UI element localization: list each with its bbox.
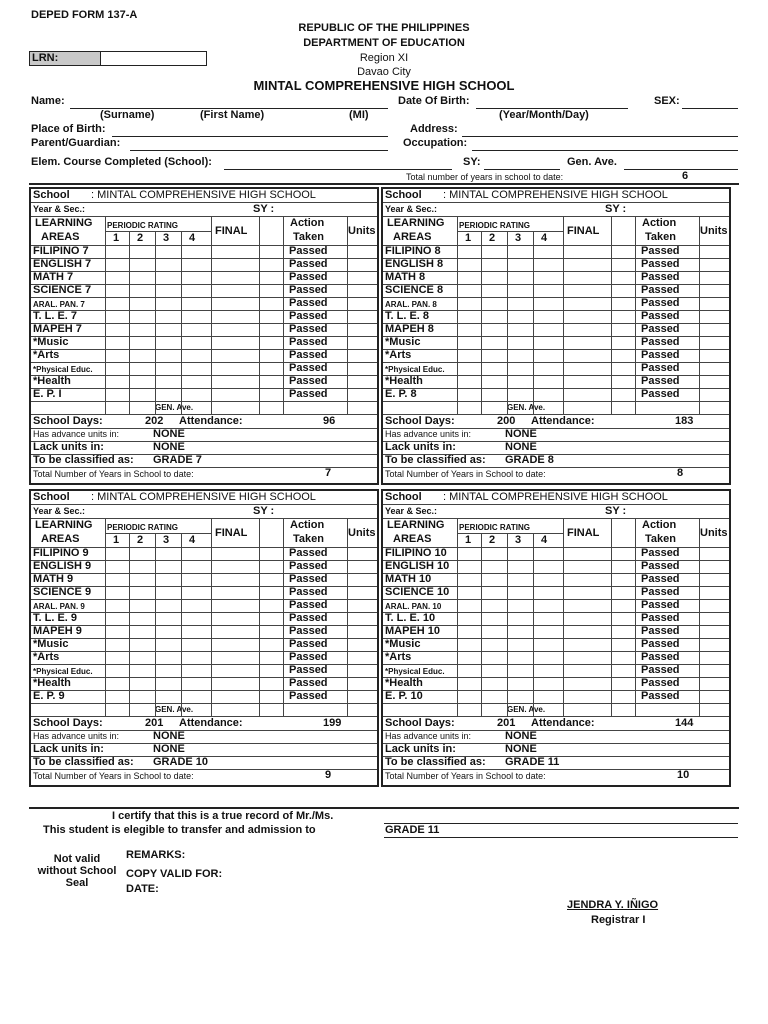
classified-value: GRADE 7 — [153, 454, 202, 466]
subject-name: ENGLISH 9 — [33, 560, 92, 572]
grid-col-line — [105, 216, 106, 414]
footer-divider — [29, 807, 739, 809]
action-value: Passed — [289, 297, 328, 309]
grid-col-line — [283, 518, 284, 716]
grid-col-line — [129, 533, 130, 716]
action-value: Passed — [289, 677, 328, 689]
grid-col-line — [155, 533, 156, 716]
grade-transfer: GRADE 11 — [385, 824, 440, 836]
block-sy-label: SY : — [253, 505, 275, 517]
block-school-name: : MINTAL COMPREHENSIVE HIGH SCHOOL — [91, 189, 316, 201]
not-valid-note: Not valid without School Seal — [37, 853, 117, 889]
action-value: Passed — [289, 638, 328, 650]
advance-label: Has advance units in: — [33, 429, 120, 439]
subject-name: T. L. E. 7 — [33, 310, 78, 322]
pob-label: Place of Birth: — [31, 123, 106, 135]
action-value: Passed — [289, 690, 328, 702]
grid-col-line — [347, 518, 348, 716]
subject-name: FILIPINO 9 — [33, 547, 89, 559]
grid-col-line — [699, 216, 700, 414]
lack-value: NONE — [153, 743, 185, 755]
subject-name: E. P. I — [33, 388, 62, 400]
header-q4: 4 — [189, 534, 196, 546]
header-periodic: PERIODIC RATING — [459, 523, 530, 532]
gen-ave-label: GEN. Ave. — [507, 705, 546, 714]
header-final: FINAL — [215, 225, 248, 237]
elem-label: Elem. Course Completed (School): — [31, 156, 212, 168]
grid-col-line — [533, 231, 534, 414]
copy-valid-label: COPY VALID FOR: — [126, 868, 223, 880]
header-learning: LEARNING — [387, 519, 445, 531]
action-value: Passed — [289, 664, 328, 676]
attendance-label: Attendance: — [531, 415, 595, 427]
total-years-label: Total Number of Years in School to date: — [385, 469, 546, 479]
certify-text: I certify that this is a true record of Mr./Ms. — [112, 810, 334, 822]
classified-label: To be classified as: — [385, 756, 486, 768]
subject-name: MATH 8 — [385, 271, 426, 283]
action-value: Passed — [641, 362, 680, 374]
block-school-label: School — [385, 491, 422, 503]
subject-name: MATH 10 — [385, 573, 432, 585]
header-q3: 3 — [515, 534, 522, 546]
attendance-value: 144 — [675, 717, 694, 729]
header-units: Units — [700, 225, 728, 237]
header-q3: 3 — [163, 534, 170, 546]
action-value: Passed — [289, 245, 328, 257]
advance-label: Has advance units in: — [385, 429, 472, 439]
subject-name: *Health — [33, 375, 71, 387]
subject-name: *Music — [33, 638, 69, 650]
sex-label: SEX: — [654, 95, 680, 107]
elem-sy-label: SY: — [463, 156, 481, 168]
advance-value: NONE — [505, 428, 537, 440]
republic-title: REPUBLIC OF THE PHILIPPINES — [298, 22, 470, 34]
subject-name: T. L. E. 10 — [385, 612, 436, 624]
action-value: Passed — [641, 690, 680, 702]
action-value: Passed — [641, 349, 680, 361]
action-value: Passed — [289, 271, 328, 283]
action-value: Passed — [289, 284, 328, 296]
subject-name: MAPEH 8 — [385, 323, 434, 335]
elem-line — [224, 169, 452, 170]
header-q4: 4 — [541, 232, 548, 244]
grid-col-line — [507, 231, 508, 414]
subject-name: *Arts — [33, 651, 60, 663]
occupation-label: Occupation: — [403, 137, 468, 149]
total-years-value: 9 — [325, 769, 332, 781]
grid-col-line — [481, 231, 482, 414]
subject-name: *Physical Educ. — [385, 667, 445, 676]
lack-label: Lack units in: — [33, 441, 104, 453]
grid-col-line — [563, 216, 564, 414]
subject-name: FILIPINO 7 — [33, 245, 89, 257]
name-label: Name: — [31, 95, 65, 107]
grid-col-line — [347, 216, 348, 414]
action-value: Passed — [289, 336, 328, 348]
header-q1: 1 — [113, 534, 120, 546]
header-action: Action — [290, 519, 325, 531]
mi-label: (MI) — [349, 109, 369, 121]
header-areas: AREAS — [41, 231, 80, 243]
grid-col-line — [635, 216, 636, 414]
elem-genave-line — [624, 169, 738, 170]
action-value: Passed — [641, 560, 680, 572]
block-school-name: : MINTAL COMPREHENSIVE HIGH SCHOOL — [443, 189, 668, 201]
grid-col-line — [211, 216, 212, 414]
block-school-label: School — [33, 189, 70, 201]
grid-col-line — [533, 533, 534, 716]
subject-name: ENGLISH 8 — [385, 258, 444, 270]
guardian-label: Parent/Guardian: — [31, 137, 121, 149]
advance-value: NONE — [505, 730, 537, 742]
total-years-label: Total number of years in school to date: — [406, 172, 564, 182]
action-value: Passed — [289, 323, 328, 335]
action-value: Passed — [641, 677, 680, 689]
action-value: Passed — [641, 638, 680, 650]
grade-block-1 — [29, 187, 379, 485]
action-value: Passed — [641, 388, 680, 400]
ymd-label: (Year/Month/Day) — [499, 109, 589, 121]
action-value: Passed — [289, 547, 328, 559]
school-days-label: School Days: — [385, 717, 455, 729]
school-days-value: 202 — [145, 415, 164, 427]
grid-line — [383, 703, 729, 704]
subject-name: *Physical Educ. — [33, 667, 93, 676]
action-value: Passed — [641, 599, 680, 611]
grid-col-line — [259, 518, 260, 716]
grid-col-line — [105, 518, 106, 716]
advance-label: Has advance units in: — [385, 731, 472, 741]
total-years-value: 8 — [677, 467, 684, 479]
grid-col-line — [611, 518, 612, 716]
block-school-name: : MINTAL COMPREHENSIVE HIGH SCHOOL — [91, 491, 316, 503]
subject-name: FILIPINO 10 — [385, 547, 447, 559]
lack-value: NONE — [505, 441, 537, 453]
grid-line — [383, 401, 729, 402]
header-q3: 3 — [163, 232, 170, 244]
classified-value: GRADE 11 — [505, 756, 560, 768]
grid-col-line — [283, 216, 284, 414]
advance-label: Has advance units in: — [33, 731, 120, 741]
school-days-label: School Days: — [385, 415, 455, 427]
school-days-value: 201 — [497, 717, 516, 729]
guardian-line — [130, 150, 388, 151]
pob-line — [112, 136, 388, 137]
subject-name: SCIENCE 10 — [385, 586, 450, 598]
header-periodic: PERIODIC RATING — [107, 221, 178, 230]
dob-label: Date Of Birth: — [398, 95, 470, 107]
grid-col-line — [457, 518, 458, 716]
subject-name: *Arts — [385, 651, 412, 663]
subject-name: *Health — [385, 677, 423, 689]
advance-value: NONE — [153, 428, 185, 440]
grid-col-line — [563, 518, 564, 716]
total-years-value: 6 — [682, 170, 689, 182]
header-units: Units — [348, 225, 376, 237]
gen-ave-label: GEN. Ave. — [155, 403, 194, 412]
subject-name: *Music — [385, 638, 421, 650]
city-text: Davao City — [357, 66, 411, 78]
lack-label: Lack units in: — [385, 743, 456, 755]
firstname-label: (First Name) — [200, 109, 265, 121]
school-title: MINTAL COMPREHENSIVE HIGH SCHOOL — [253, 78, 515, 93]
grade-block-2 — [381, 187, 731, 485]
action-value: Passed — [289, 258, 328, 270]
school-days-label: School Days: — [33, 415, 103, 427]
grid-col-line — [699, 518, 700, 716]
header-taken: Taken — [645, 231, 676, 243]
subject-name: ARAL. PAN. 10 — [385, 602, 442, 611]
subject-name: MAPEH 9 — [33, 625, 82, 637]
block-school-label: School — [33, 491, 70, 503]
subject-name: MAPEH 7 — [33, 323, 82, 335]
subject-name: *Arts — [385, 349, 412, 361]
block-sy-label: SY : — [253, 203, 275, 215]
action-value: Passed — [289, 625, 328, 637]
subject-name: *Music — [385, 336, 421, 348]
header-units: Units — [348, 527, 376, 539]
subject-name: ARAL. PAN. 7 — [33, 300, 85, 309]
address-label: Address: — [410, 123, 458, 135]
subject-name: MAPEH 10 — [385, 625, 441, 637]
classified-label: To be classified as: — [385, 454, 486, 466]
subject-name: SCIENCE 8 — [385, 284, 444, 296]
attendance-value: 96 — [323, 415, 336, 427]
header-final: FINAL — [567, 527, 600, 539]
grid-col-line — [635, 518, 636, 716]
action-value: Passed — [641, 297, 680, 309]
grid-col-line — [507, 533, 508, 716]
subject-name: E. P. 10 — [385, 690, 423, 702]
attendance-label: Attendance: — [179, 415, 243, 427]
total-years-label: Total Number of Years in School to date: — [33, 469, 194, 479]
block-year-sec-label: Year & Sec.: — [33, 204, 86, 214]
subject-name: ENGLISH 10 — [385, 560, 450, 572]
header-learning: LEARNING — [35, 217, 93, 229]
block-year-sec-label: Year & Sec.: — [385, 506, 438, 516]
address-line — [462, 136, 738, 137]
subject-name: ARAL. PAN. 9 — [33, 602, 85, 611]
subject-name: ENGLISH 7 — [33, 258, 92, 270]
header-q2: 2 — [137, 534, 144, 546]
header-learning: LEARNING — [387, 217, 445, 229]
header-taken: Taken — [645, 533, 676, 545]
subject-name: MATH 7 — [33, 271, 74, 283]
action-value: Passed — [641, 573, 680, 585]
grid-col-line — [611, 216, 612, 414]
subject-name: E. P. 8 — [385, 388, 417, 400]
action-value: Passed — [641, 586, 680, 598]
subject-name: FILIPINO 8 — [385, 245, 441, 257]
header-areas: AREAS — [41, 533, 80, 545]
subject-name: MATH 9 — [33, 573, 74, 585]
subject-name: *Physical Educ. — [385, 365, 445, 374]
total-years-label: Total Number of Years in School to date: — [385, 771, 546, 781]
header-q3: 3 — [515, 232, 522, 244]
header-q4: 4 — [541, 534, 548, 546]
block-sy-label: SY : — [605, 203, 627, 215]
header-action: Action — [642, 519, 677, 531]
action-value: Passed — [641, 245, 680, 257]
header-q1: 1 — [465, 534, 472, 546]
lack-label: Lack units in: — [385, 441, 456, 453]
subject-name: E. P. 9 — [33, 690, 65, 702]
header-final: FINAL — [567, 225, 600, 237]
lack-value: NONE — [153, 441, 185, 453]
attendance-label: Attendance: — [531, 717, 595, 729]
header-areas: AREAS — [393, 231, 432, 243]
subject-name: SCIENCE 7 — [33, 284, 92, 296]
total-years-label: Total Number of Years in School to date: — [33, 771, 194, 781]
grade-block-3 — [29, 489, 379, 787]
subject-name: *Physical Educ. — [33, 365, 93, 374]
classified-label: To be classified as: — [33, 454, 134, 466]
school-days-value: 201 — [145, 717, 164, 729]
lack-label: Lack units in: — [33, 743, 104, 755]
elem-sy-line — [484, 169, 560, 170]
date-label: DATE: — [126, 883, 159, 895]
eligible-text: This student is elegible to transfer and admission to — [43, 824, 316, 836]
block-school-name: : MINTAL COMPREHENSIVE HIGH SCHOOL — [443, 491, 668, 503]
action-value: Passed — [289, 375, 328, 387]
grid-col-line — [259, 216, 260, 414]
classified-value: GRADE 8 — [505, 454, 554, 466]
registrar-name: JENDRA Y. IÑIGO — [567, 899, 659, 911]
action-value: Passed — [641, 310, 680, 322]
block-school-label: School — [385, 189, 422, 201]
grid-col-line — [155, 231, 156, 414]
school-days-value: 200 — [497, 415, 516, 427]
grid-col-line — [211, 518, 212, 716]
header-learning: LEARNING — [35, 519, 93, 531]
action-value: Passed — [641, 258, 680, 270]
action-value: Passed — [641, 625, 680, 637]
header-action: Action — [290, 217, 325, 229]
remarks-label: REMARKS: — [126, 849, 186, 861]
subject-name: *Health — [385, 375, 423, 387]
lack-value: NONE — [505, 743, 537, 755]
action-value: Passed — [289, 599, 328, 611]
grid-line — [31, 401, 377, 402]
lrn-label: LRN: — [32, 52, 59, 64]
action-value: Passed — [289, 612, 328, 624]
header-q1: 1 — [465, 232, 472, 244]
subject-name: SCIENCE 9 — [33, 586, 92, 598]
subject-name: *Health — [33, 677, 71, 689]
classified-value: GRADE 10 — [153, 756, 209, 768]
grid-col-line — [181, 533, 182, 716]
action-value: Passed — [641, 271, 680, 283]
grid-line — [31, 703, 377, 704]
block-sy-label: SY : — [605, 505, 627, 517]
action-value: Passed — [289, 560, 328, 572]
block-year-sec-label: Year & Sec.: — [385, 204, 438, 214]
header-q4: 4 — [189, 232, 196, 244]
header-action: Action — [642, 217, 677, 229]
header-units: Units — [700, 527, 728, 539]
grid-col-line — [457, 216, 458, 414]
header-periodic: PERIODIC RATING — [459, 221, 530, 230]
header-periodic: PERIODIC RATING — [107, 523, 178, 532]
total-years-value: 10 — [677, 769, 690, 781]
action-value: Passed — [641, 336, 680, 348]
action-value: Passed — [289, 310, 328, 322]
subject-name: T. L. E. 8 — [385, 310, 430, 322]
block-year-sec-label: Year & Sec.: — [33, 506, 86, 516]
advance-value: NONE — [153, 730, 185, 742]
form-code: DEPED FORM 137-A — [31, 9, 138, 21]
grid-col-line — [181, 231, 182, 414]
action-value: Passed — [289, 388, 328, 400]
header-q2: 2 — [489, 534, 496, 546]
action-value: Passed — [641, 375, 680, 387]
region-text: Region XI — [359, 52, 409, 64]
action-value: Passed — [641, 651, 680, 663]
header-taken: Taken — [293, 231, 324, 243]
attendance-value: 183 — [675, 415, 694, 427]
grid-col-line — [481, 533, 482, 716]
action-value: Passed — [641, 612, 680, 624]
action-value: Passed — [641, 284, 680, 296]
occupation-line — [472, 150, 738, 151]
gen-ave-label: GEN. Ave. — [155, 705, 194, 714]
header-final: FINAL — [215, 527, 248, 539]
header-divider — [29, 183, 739, 185]
grid-col-line — [129, 231, 130, 414]
header-areas: AREAS — [393, 533, 432, 545]
action-value: Passed — [289, 573, 328, 585]
grade-block-4 — [381, 489, 731, 787]
department-title: DEPARTMENT OF EDUCATION — [303, 37, 465, 49]
subject-name: ARAL. PAN. 8 — [385, 300, 437, 309]
subject-name: *Music — [33, 336, 69, 348]
gen-ave-label: GEN. Ave. — [507, 403, 546, 412]
registrar-title: Registrar I — [591, 914, 646, 926]
action-value: Passed — [289, 586, 328, 598]
action-value: Passed — [289, 349, 328, 361]
header-q2: 2 — [137, 232, 144, 244]
header-q2: 2 — [489, 232, 496, 244]
classified-label: To be classified as: — [33, 756, 134, 768]
subject-name: *Arts — [33, 349, 60, 361]
action-value: Passed — [641, 547, 680, 559]
header-q1: 1 — [113, 232, 120, 244]
total-years-value: 7 — [325, 467, 332, 479]
surname-label: (Surname) — [100, 109, 155, 121]
attendance-label: Attendance: — [179, 717, 243, 729]
subject-name: T. L. E. 9 — [33, 612, 78, 624]
elem-genave-label: Gen. Ave. — [567, 156, 617, 168]
action-value: Passed — [289, 651, 328, 663]
sex-line — [682, 108, 738, 109]
action-value: Passed — [641, 323, 680, 335]
transfer-line — [384, 837, 738, 838]
school-days-label: School Days: — [33, 717, 103, 729]
attendance-value: 199 — [323, 717, 342, 729]
header-taken: Taken — [293, 533, 324, 545]
action-value: Passed — [641, 664, 680, 676]
action-value: Passed — [289, 362, 328, 374]
